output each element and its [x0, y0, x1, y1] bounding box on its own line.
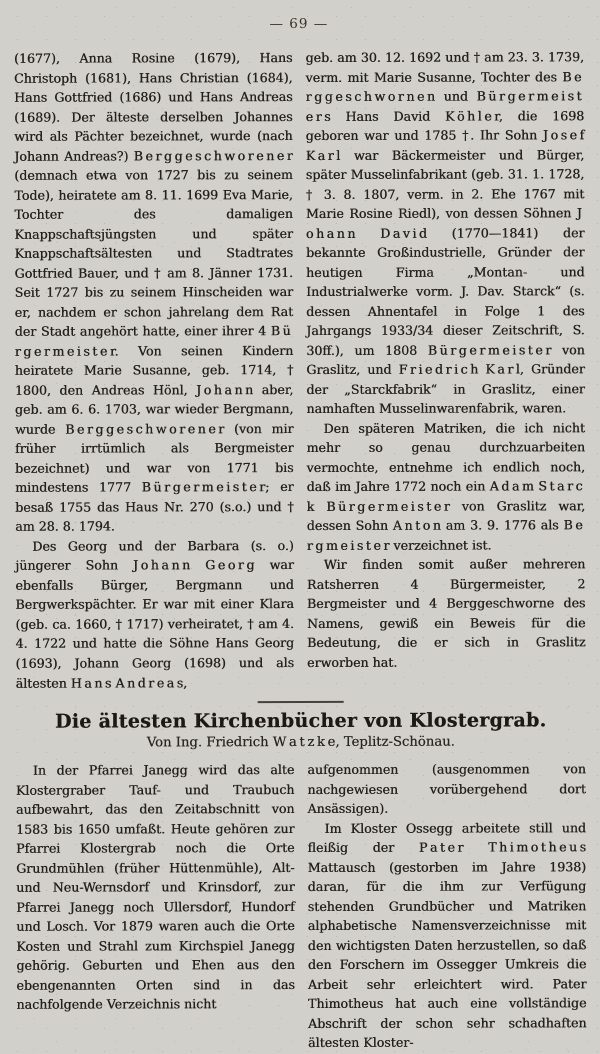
paragraph-continuation: (1677), Anna Rosine (1679), Hans Christoph (1681), Hans Christian (1684), Hans Gottfried (1686) und Hans Andreas (1689). Der älteste derselben Johannes wird als Pächter bezeichnet, wurde (nach Johann Andreas?) B e r g g e s c h w o r e n e r (demnach etwa von 1727 bis zu seinem Tode), heiratete am 8. 11. 1699 Eva Marie, Tochter des damaligen Knappschaftsjüngsten und später Knappschaftsältesten und Stadtrates Gottfried Bauer, und † am 8. Jänner 1731. Seit 1727 bis zu seinem Hinscheiden war er, nachdem er schon jahrelang dem Rat der Stadt angehört hatte, einer ihrer 4 B ü r g e r m e i s t e r. Von seinen Kindern heiratete Marie Susanne, geb. 1714, † 1800, den Andreas Hönl, J o h a n n aber, geb. am 6. 6. 1703, war wieder Bergmann, wurde B e r g g e s c h w o r e n e r (von mir früher irrtümlich als Bergmeister bezeichnet) und war von 1771 bis mindestens 1777 B ü r g e r m e i s t e r; er besaß 1755 das Haus Nr. 270 (s.o.) und † am 28. 8. 1794.	[13, 50, 294, 535]
paragraph: Des Georg und der Barbara (s. o.) jüngerer Sohn J o h a n n G e o r g war ebenfalls Bürger, Bergmann und Bergwerkspächter. Er war mit einer Klara (geb. ca. 1660, † 1717) verheiratet, † am 4. 4. 1722 und hatte die Söhne Hans Georg (1693), Johann Georg (1698) und als ältesten H a n s A n d r e a s,	[15, 537, 295, 691]
paragraph: Den späteren Matriken, die ich nicht mehr so genau durchzuarbeiten vermochte, entnehme ich endlich noch, daß im Jahre 1772 noch ein A d a m S t a r c k B ü r g e r m e i s t e r von Graslitz war, dessen Sohn A n t o n am 3. 9. 1776 als B e r g m e i s t e r verzeichnet ist.	[306, 420, 586, 553]
paragraph: In der Pfarrei Janegg wird das alte Klostergraber Tauf- und Traubuch aufbewahrt, das den Zeitabschnitt von 1583 bis 1650 umfaßt. Heute gehören zur Pfarrei Klostergrab noch die Orte Grundmühlen (früher Hüttenmühle), Alt- und Neu-Wernsdorf und Krinsdorf, zur Pfarrei Janegg noch Ullersdorf, Hundorf und Losch. Vor 1879 waren auch die Orte Kosten und Strahl zum Kirchspiel Janegg gehörig. Geburten und Ehen aus den ebengenannten Orten sind in das nachfolgende Verzeichnis nicht	[15, 762, 295, 1012]
upper-section	[14, 47, 586, 693]
upper-right-column	[305, 47, 585, 692]
upper-left-column	[14, 48, 294, 693]
lower-left-column	[16, 760, 295, 1053]
paragraph-continuation: aufgenommen (ausgenommen von nachgewiesen vorübergehend dort Ansässigen).	[307, 761, 586, 817]
paragraph: Im Kloster Ossegg arbeitete still und fleißig der P a t e r T h i m o t h e u s Mattausch (gestorben im Jahre 1938) daran, für die ihm zur Verfügung stehenden Grundbücher und Matriken alphabetische Namensverzeichnisse mit den wichtigsten Daten herzustellen, so daß den Forschern im Ossegger Umkreis die Arbeit sehr erleichtert wird. Pater Thimotheus hat auch eine vollständige Abschrift der schon sehr schadhaften ältesten Kloster-	[307, 819, 587, 1051]
article-body-section	[16, 759, 587, 1053]
paragraph: Wir finden somit außer mehreren Ratsherren 4 Bürgermeister, 2 Bergmeister und 4 Berggeschworne des Namens, gewiß ein Beweis für die Bedeutung, die er sich in Graslitz erworben hat.	[306, 556, 586, 670]
article-title: Die ältesten Kirchenbücher von Klostergrab.	[54, 709, 547, 733]
lower-right-column	[307, 759, 586, 1052]
paragraph-continuation: geb. am 30. 12. 1692 und † am 23. 3. 1739, verm. mit Marie Susanne, Tochter des B e r g g e s c h w o r n e n und B ü r g e r m e i s t e r s Hans David K ö h l e r, die 1698 geboren war und 1785 †. Ihr Sohn J o s e f K a r l war Bäckermeister und Bürger, später Musselinfabrikant (geb. 31. 1. 1728, † 3. 8. 1807, verm. in 2. Ehe 1767 mit Marie Rosine Riedl), von dessen Söhnen J o h a n n D a v i d (1770—1841) der bekannte Großindustrielle, Gründer der heutigen Firma „Montan- und Industrialwerke vorm. J. Dav. Starck“ (s. dessen Ahnentafel in Folge 1 des Jahrgangs 1933/34 dieser Zeitschrift, S. 30ff.), um 1808 B ü r g e r m e i s t e r von Graslitz, und F r i e d r i c h K a r l, Gründer der „Starckfabrik“ in Graslitz, einer namhaften Musselinwarenfabrik, waren.	[305, 49, 585, 417]
section-divider-rule	[258, 701, 344, 703]
article-byline: Von Ing. Friedrich W a t z k e, Teplitz-Schönau.	[146, 734, 455, 751]
page-number: — 69 —	[269, 15, 329, 33]
